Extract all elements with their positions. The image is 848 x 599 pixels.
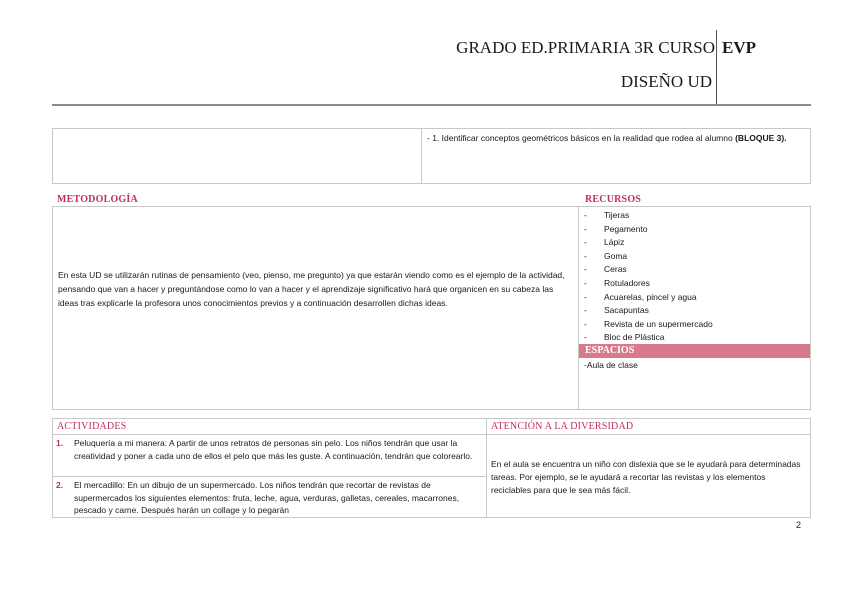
subject-code: EVP	[722, 38, 756, 57]
spaces-text: -Aula de clase	[584, 360, 638, 370]
activities-header-rule	[52, 434, 811, 435]
activity-text: Peluquería a mi manera: A partir de unos retratos de personas sin pelo. Los niños tendrán que usar la creatividad y poner a cada uno de ellos el pelo que más les guste. A continuación, tendrán que colorearlo.	[74, 438, 473, 461]
objective-main: - 1. Identificar conceptos geométricos básicos en la realidad que rodea al alumno	[427, 133, 733, 143]
methodology-heading: METODOLOGÍA	[57, 194, 138, 205]
resources-list	[584, 209, 804, 345]
resource-item: - Goma	[584, 250, 628, 261]
activities-row-rule	[52, 476, 486, 477]
resource-item: - Ceras	[584, 264, 627, 275]
diversity-heading: ATENCIÓN A LA DIVERSIDAD	[491, 421, 634, 432]
methodology-column-divider	[578, 206, 579, 410]
activity-item	[56, 479, 484, 517]
header-divider	[716, 30, 717, 104]
diversity-text: En el aula se encuentra un niño con dislexia que se le ayudará para determinadas tareas. Por ejemplo, se le ayudará a recortar las revistas y los elementos reciclables para que le sea más fácil.	[491, 459, 801, 495]
resource-item: - Pegamento	[584, 223, 648, 234]
resource-item: - Sacapuntas	[584, 305, 649, 316]
activity-text: El mercadillo: En un dibujo de un supermercado. Los niños tendrán que recortar de revistas de supermercados los siguientes elementos: fruta, leche, agua, verduras, galletas, cereales, macarrones, pescado y carne. Después harán un collage y lo pegarán	[74, 480, 460, 515]
activities-heading: ACTIVIDADES	[57, 421, 127, 432]
header-rule	[52, 104, 811, 106]
resource-item: - Rotuladores	[584, 277, 650, 288]
objectives-column-divider	[421, 128, 422, 184]
document-title: GRADO ED.PRIMARIA 3R CURSO	[456, 38, 715, 57]
resource-item: - Acuarelas, pincel y agua	[584, 291, 697, 302]
methodology-text: En esta UD se utilizarán rutinas de pensamiento (veo, pienso, me pregunto) ya que estarán viendo como es el ejemplo de la actividad, pensando que van a hacer y preguntándose como lo van a hacer y el aprendizaje significativo hará que organicen en su cabeza las ideas tras explicarle la profesora unos conocimientos previos y a continuación desarrollen dichas ideas.	[58, 270, 565, 308]
page-number: 2	[796, 520, 802, 530]
resource-item: - Tijeras	[584, 210, 630, 220]
activity-number: 2.	[56, 480, 64, 490]
activities-column-divider	[486, 418, 487, 518]
resources-heading: RECURSOS	[585, 194, 642, 205]
document-subtitle: DISEÑO UD	[620, 72, 712, 91]
activity-item	[56, 437, 484, 462]
activity-number: 1.	[56, 438, 64, 448]
spaces-heading: ESPACIOS	[585, 345, 635, 356]
resource-item: - Lápiz	[584, 237, 625, 248]
objective-text	[427, 132, 805, 145]
objective-block: (BLOQUE 3).	[735, 133, 787, 143]
resource-item: - Revista de un supermercado	[584, 318, 713, 329]
resource-item: - Bloc de Plástica	[584, 332, 665, 343]
